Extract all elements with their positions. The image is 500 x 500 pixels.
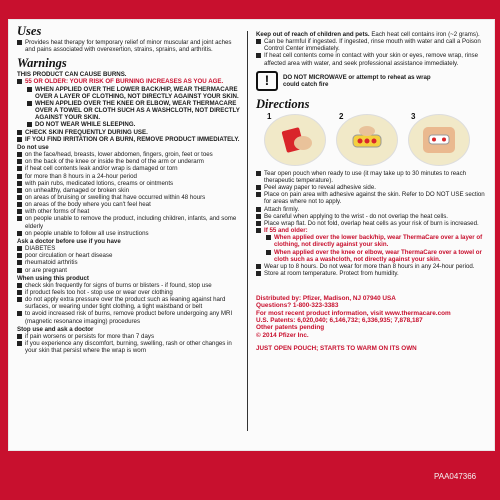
bullet-square-icon	[17, 195, 22, 200]
copyright-line: © 2014 Pfizer Inc.	[256, 331, 309, 339]
product-info-line: For most recent product information, visit www.thermacare.com	[256, 309, 451, 317]
list-item	[17, 165, 243, 172]
tear-pouch-icon	[275, 123, 315, 157]
step-number: 3	[411, 111, 416, 121]
bullet-square-icon	[17, 297, 22, 302]
list-item-text: Place on pain area with adhesive against the skin. Refer to DO NOT USE section for areas where not to apply.	[264, 191, 485, 206]
warning-check: CHECK SKIN FREQUENTLY DURING USE.	[25, 128, 148, 136]
distributor-block	[256, 295, 486, 339]
list-item-text: When applied over the lower back/hip, wear ThermaCare over a layer of clothing, not directly against your skin.	[274, 234, 483, 249]
microwave-text	[283, 74, 431, 88]
warning-knee: WHEN APPLIED OVER THE KNEE OR ELBOW, WEAR THERMACARE OVER A TOWEL OR CLOTH SUCH AS A WASHCLOTH, NOT DIRECTLY AGAINST YOUR SKIN.	[35, 99, 240, 122]
bullet-square-icon	[17, 137, 22, 142]
directions-list	[256, 170, 486, 277]
bullet-square-icon	[17, 209, 22, 214]
tear-pouch-illustration	[264, 111, 326, 166]
list-item-text: on people unable to follow all use instructions	[25, 229, 149, 237]
keep-out-rest: Each heat cell contains iron (~2 grams).	[369, 31, 480, 38]
list-item-text: with other forms of heat	[25, 208, 90, 216]
bullet-square-icon	[17, 253, 22, 258]
when-using-heading: When using this product	[17, 274, 89, 282]
list-item	[17, 333, 243, 340]
list-item-text: or are pregnant	[25, 266, 67, 274]
bullet-square-icon	[17, 188, 22, 193]
alert-icon: !	[256, 71, 278, 91]
list-item	[256, 263, 486, 270]
patents-line: U.S. Patents: 6,020,040; 6,146,732; 6,336,935; 7,878,187	[256, 317, 423, 325]
list-item-text: Wear up to 8 hours. Do not wear for more than 8 hours in any 24-hour period.	[264, 262, 475, 270]
tagline: JUST OPEN POUCH; STARTS TO WARM ON ITS OWN	[256, 344, 417, 352]
bullet-square-icon	[266, 235, 271, 240]
list-item	[17, 289, 243, 296]
warning-sleeping: DO NOT WEAR WHILE SLEEPING.	[35, 121, 136, 129]
list-item-text: DIABETES	[25, 245, 56, 253]
uses-heading: Uses	[17, 24, 42, 38]
warning-check-row	[17, 129, 243, 136]
bullet-square-icon	[256, 228, 261, 233]
list-item	[17, 252, 243, 259]
when-using-list	[17, 282, 243, 325]
list-item-text: do not apply extra pressure over the product such as leaning against hard surfaces, or wearing under tight clothing, a tight waistband or belt	[25, 296, 226, 311]
apply-wrap-illustration	[408, 111, 470, 166]
step-number: 2	[339, 111, 344, 121]
bullet-square-icon	[266, 250, 271, 255]
right-column	[256, 31, 486, 352]
list-item	[17, 340, 243, 354]
bullet-square-icon	[27, 122, 32, 127]
list-item	[17, 187, 243, 194]
warning-irritation-row	[17, 136, 243, 143]
list-item-text: If heat cell contents come in contact with your skin or eyes, remove wrap, rinse affected area with water, and seek professional assistance immediately.	[264, 52, 478, 67]
list-item	[17, 158, 243, 165]
list-item-text: if product feels too hot - stop use or wear over clothing	[25, 289, 173, 296]
bullet-square-icon	[256, 214, 261, 219]
list-item-text: to avoid increased risk of burns, remove product before undergoing any MRI (magnetic resonance imaging) procedures	[25, 310, 233, 325]
bullet-square-icon	[256, 192, 261, 197]
bullet-square-icon	[17, 40, 22, 45]
stop-use-heading: Stop use and ask a doctor	[17, 325, 94, 333]
list-item-text: on the face/head, breasts, lower abdomen, fingers, groin, feet or toes	[25, 151, 213, 159]
bullet-square-icon	[17, 216, 22, 221]
warning-age: 55 OR OLDER: YOUR RISK OF BURNING INCREASES AS YOU AGE.	[25, 78, 224, 86]
bullet-square-icon	[17, 159, 22, 164]
list-item-text: if you experience any discomfort, burning, swelling, rash or other changes in your skin that persist where the wrap is worn	[25, 340, 232, 355]
list-item-text: on areas of the body where you can't feel heat	[25, 201, 151, 209]
bullet-square-icon	[17, 334, 22, 339]
age-line: If 55 and older:	[264, 227, 308, 235]
bullet-square-icon	[17, 268, 22, 273]
list-item-text: if pain worsens or persists for more than 7 days	[25, 332, 155, 340]
bullet-square-icon	[17, 311, 22, 316]
ask-doctor-list	[17, 245, 243, 274]
list-item-text: rheumatoid arthritis	[25, 259, 78, 267]
list-item	[256, 234, 486, 248]
questions-line: Questions? 1-800-323-3383	[256, 302, 339, 310]
do-not-use-list	[17, 151, 243, 237]
bullet-square-icon	[27, 101, 32, 106]
directions-illustrations	[264, 111, 486, 166]
warning-knee-row	[17, 100, 243, 121]
bullet-square-icon	[17, 202, 22, 207]
list-item	[17, 245, 243, 252]
list-item-text: on people unable to remove the product, including children, infants, and some elderly	[25, 215, 237, 230]
list-item	[17, 208, 243, 215]
list-item	[256, 170, 486, 184]
warning-irritation: IF YOU FIND IRRITATION OR A BURN, REMOVE PRODUCT IMMEDIATELY.	[25, 135, 240, 143]
keep-out-lead: Keep out of reach of children and pets.	[256, 31, 370, 38]
bullet-square-icon	[256, 185, 261, 190]
microwave-line-2: could catch fire	[283, 80, 329, 88]
list-item	[17, 180, 243, 187]
bullet-square-icon	[17, 290, 22, 295]
list-item	[17, 173, 243, 180]
distributor-line: Distributed by: Pfizer, Madison, NJ 07940 USA	[256, 295, 396, 303]
warning-lower-back: WHEN APPLIED OVER THE LOWER BACK/HIP, WEAR THERMACARE OVER A LAYER OF CLOTHING, NOT DIRECTLY AGAINST YOUR SKIN.	[35, 85, 239, 100]
warning-sleeping-row	[17, 121, 243, 128]
list-item	[17, 310, 243, 324]
list-item	[256, 206, 486, 213]
list-item	[17, 201, 243, 208]
bullet-square-icon	[17, 166, 22, 171]
list-item-text: Be careful when applying to the wrist - do not overlap the heat cells.	[264, 212, 448, 220]
list-item	[17, 194, 243, 201]
list-item-text: Place wrap flat. Do not fold, overlap heat cells as your risk of burn is increased.	[264, 219, 479, 227]
stop-use-list	[17, 333, 243, 354]
bullet-square-icon	[256, 171, 261, 176]
bullet-square-icon	[17, 181, 22, 186]
peel-paper-icon	[347, 123, 387, 157]
list-item	[17, 267, 243, 274]
list-item-text: check skin frequently for signs of burns or blisters - if found, stop use	[25, 281, 212, 289]
bullet-square-icon	[256, 39, 261, 44]
patents-pending-line: Other patents pending	[256, 324, 325, 332]
list-item	[17, 282, 243, 289]
list-item-text: Can be harmful if ingested. If ingested, rinse mouth with water and call a Poison Control Center immediately.	[264, 38, 481, 53]
bullet-square-icon	[17, 341, 22, 346]
directions-heading: Directions	[256, 96, 310, 111]
product-code: PAA047366	[434, 472, 477, 481]
apply-wrap-icon	[419, 123, 459, 157]
step-number: 1	[267, 111, 272, 121]
list-item	[256, 52, 486, 66]
list-item-text: Tear open pouch when ready to use (it may take up to 30 minutes to reach therapeutic temperature).	[264, 169, 467, 184]
bullet-square-icon	[17, 246, 22, 251]
list-item-text: on unhealthy, damaged or broken skin	[25, 186, 130, 194]
list-item	[17, 151, 243, 158]
list-item	[256, 213, 486, 220]
bullet-square-icon	[256, 271, 261, 276]
bullet-square-icon	[17, 152, 22, 157]
list-item	[17, 215, 243, 229]
bullet-square-icon	[256, 221, 261, 226]
list-item-text: Peel away paper to reveal adhesive side.	[264, 184, 376, 192]
keep-out-text	[256, 31, 486, 38]
warning-lower-back-row	[17, 86, 243, 100]
bullet-square-icon	[27, 87, 32, 92]
list-item-text: Attach firmly.	[264, 205, 300, 213]
warning-burns: THIS PRODUCT CAN CAUSE BURNS.	[17, 71, 127, 79]
list-item-text: When applied over the knee or elbow, wear ThermaCare over a towel or cloth such as a washcloth, not directly against your skin.	[274, 248, 482, 263]
bullet-square-icon	[17, 260, 22, 265]
list-item-text: poor circulation or heart disease	[25, 252, 113, 260]
list-item-text: Store at room temperature. Protect from humidity.	[264, 269, 399, 277]
list-item	[256, 38, 486, 52]
list-item-text: on the back of the knee or inside the bend of the arm or underarm	[25, 158, 204, 166]
microwave-line-1: DO NOT MICROWAVE or attempt to reheat as wrap	[283, 73, 431, 81]
list-item	[256, 227, 486, 234]
warning-age-row	[17, 78, 243, 85]
column-divider	[247, 31, 248, 431]
bullet-square-icon	[17, 79, 22, 84]
warnings-heading: Warnings	[17, 56, 67, 71]
list-item	[256, 191, 486, 205]
list-item	[256, 270, 486, 277]
list-item-text: if heat cell contents leak and/or wrap is damaged or torn	[25, 165, 178, 173]
list-item-text: with pain rubs, medicated lotions, creams or ointments	[25, 179, 174, 187]
bullet-square-icon	[256, 264, 261, 269]
ask-doctor-heading: Ask a doctor before use if you have	[17, 237, 121, 245]
peel-paper-illustration	[336, 111, 398, 166]
bullet-square-icon	[17, 231, 22, 236]
list-item	[17, 259, 243, 266]
bullet-square-icon	[256, 207, 261, 212]
bullet-square-icon	[17, 174, 22, 179]
do-not-use-heading: Do not use	[17, 143, 49, 151]
left-column	[17, 21, 243, 354]
list-item	[17, 296, 243, 310]
list-item	[256, 184, 486, 191]
bullet-square-icon	[17, 283, 22, 288]
microwave-warning	[256, 71, 486, 91]
list-item	[256, 220, 486, 227]
list-item	[17, 230, 243, 237]
list-item-text: for more than 8 hours in a 24-hour period	[25, 172, 137, 180]
package-bottom-band	[0, 452, 500, 500]
bullet-square-icon	[17, 130, 22, 135]
list-item	[256, 249, 486, 263]
bullet-square-icon	[256, 53, 261, 58]
uses-item	[17, 39, 243, 53]
uses-text: Provides heat therapy for temporary relief of minor muscular and joint aches and pains associated with overexertion, strains, sprains, and arthritis.	[25, 39, 232, 54]
list-item-text: on areas of bruising or swelling that have occurred within 48 hours	[25, 193, 206, 201]
